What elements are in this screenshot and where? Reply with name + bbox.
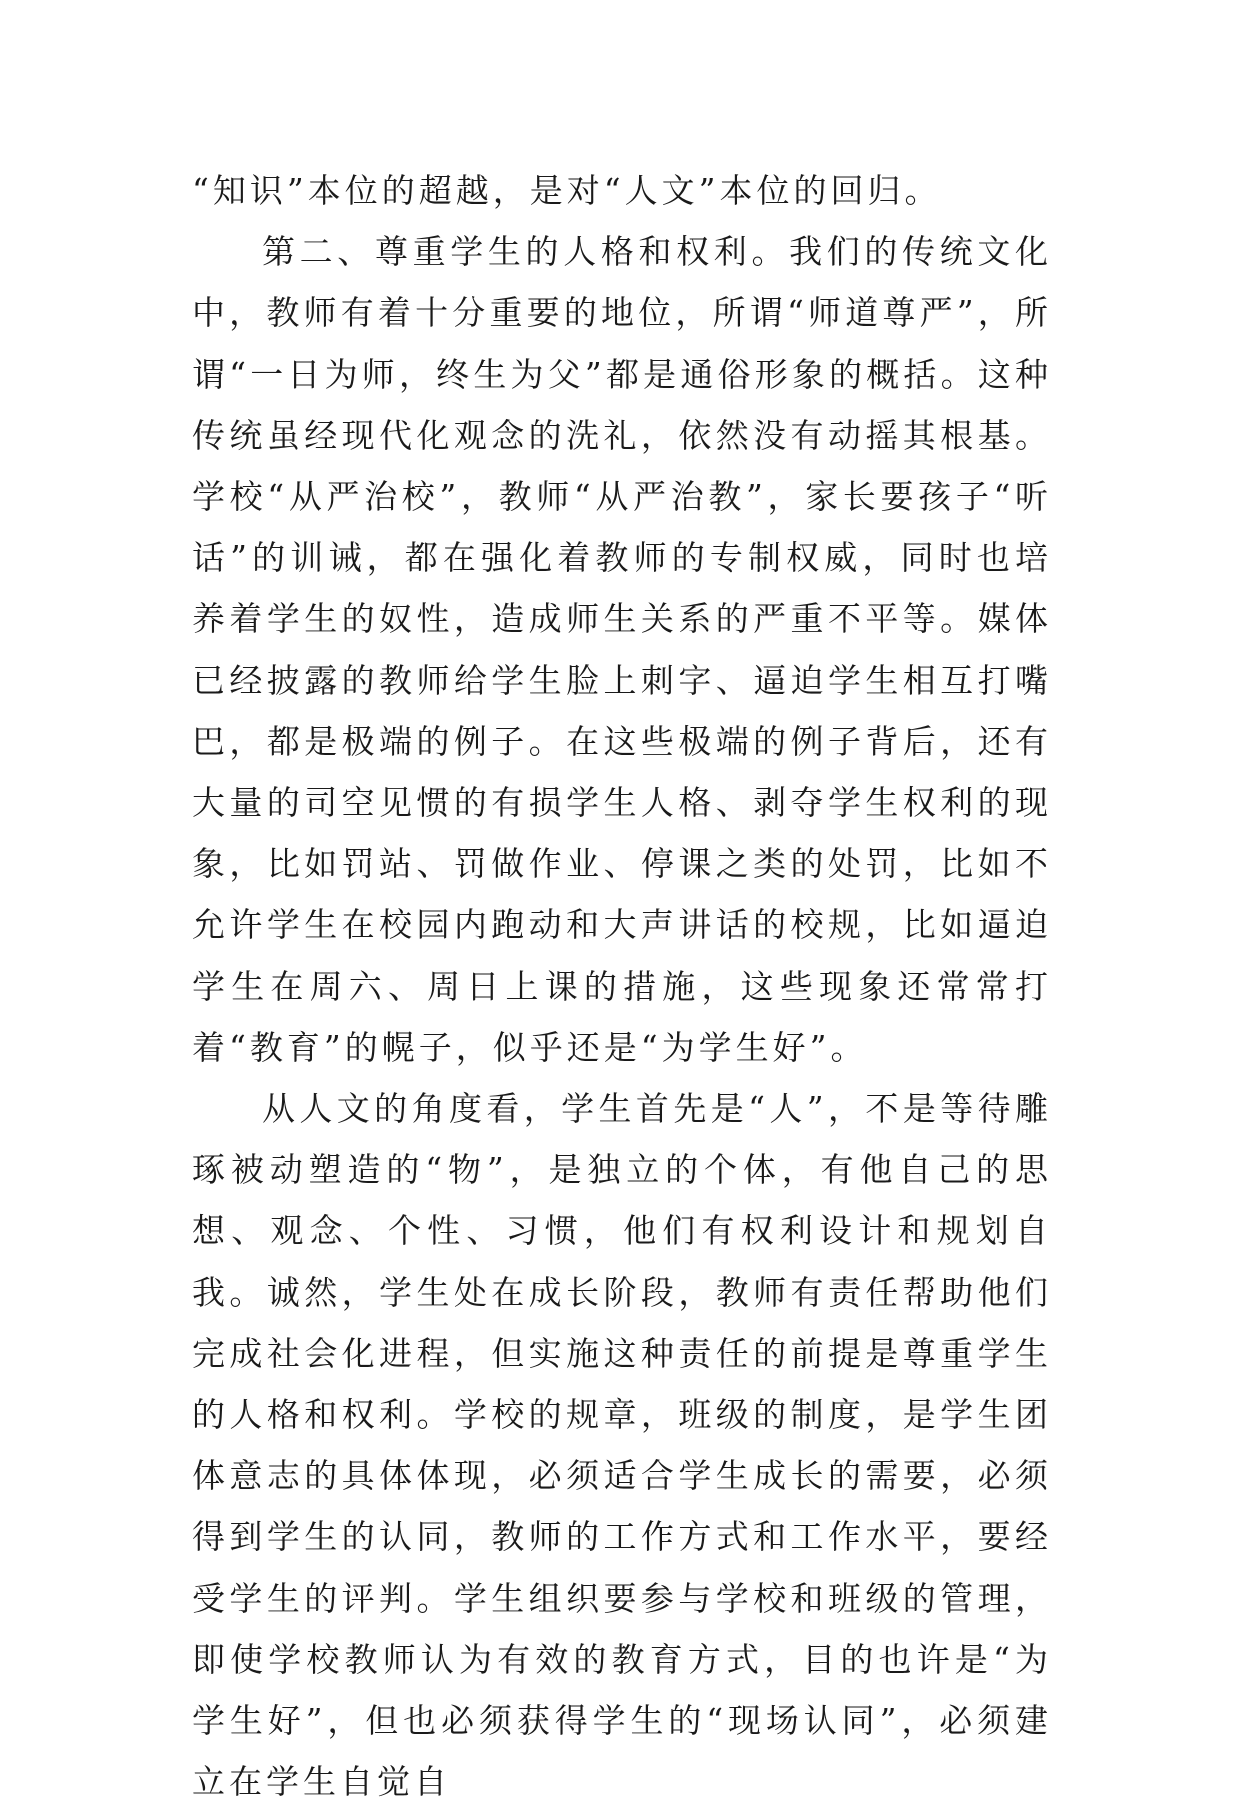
body-text bbox=[192, 160, 1052, 1812]
paragraph-continuation: “知识”本位的超越，是对“人文”本位的回归。 bbox=[192, 171, 942, 210]
paragraph-second-point: 第二、尊重学生的人格和权利。我们的传统文化中，教师有着十分重要的地位，所谓“师道尊严”，所谓“一日为师，终生为父”都是通俗形象的概括。这种传统虽经现代化观念的洗礼，依然没有动摇其根基。学校“从严治校”，教师“从严治教”，家长要孩子“听话”的训诫，都在强化着教师的专制权威，同时也培养着学生的奴性，造成师生关系的严重不平等。媒体已经披露的教师给学生脸上刺字、逼迫学生相互打嘴巴，都是极端的例子。在这些极端的例子背后，还有大量的司空见惯的有损学生人格、剥夺学生权利的现象，比如罚站、罚做作业、停课之类的处罚，比如不允许学生在校园内跑动和大声讲话的校规，比如逼迫学生在周六、周日上课的措施，这些现象还常常打着“教育”的幌子，似乎还是“为学生好”。 bbox=[192, 232, 1052, 1067]
paragraph-humanistic-view: 从人文的角度看，学生首先是“人”，不是等待雕琢被动塑造的“物”，是独立的个体，有他自己的思想、观念、个性、习惯，他们有权利设计和规划自我。诚然，学生处在成长阶段，教师有责任帮助他们完成社会化进程，但实施这种责任的前提是尊重学生的人格和权利。学校的规章，班级的制度，是学生团体意志的具体体现，必须适合学生成长的需要，必须得到学生的认同，教师的工作方式和工作水平，要经受学生的评判。学生组织要参与学校和班级的管理，即使学校教师认为有效的教育方式，目的也许是“为学生好”，但也必须获得学生的“现场认同”，必须建立在学生自觉自 bbox=[192, 1089, 1052, 1802]
